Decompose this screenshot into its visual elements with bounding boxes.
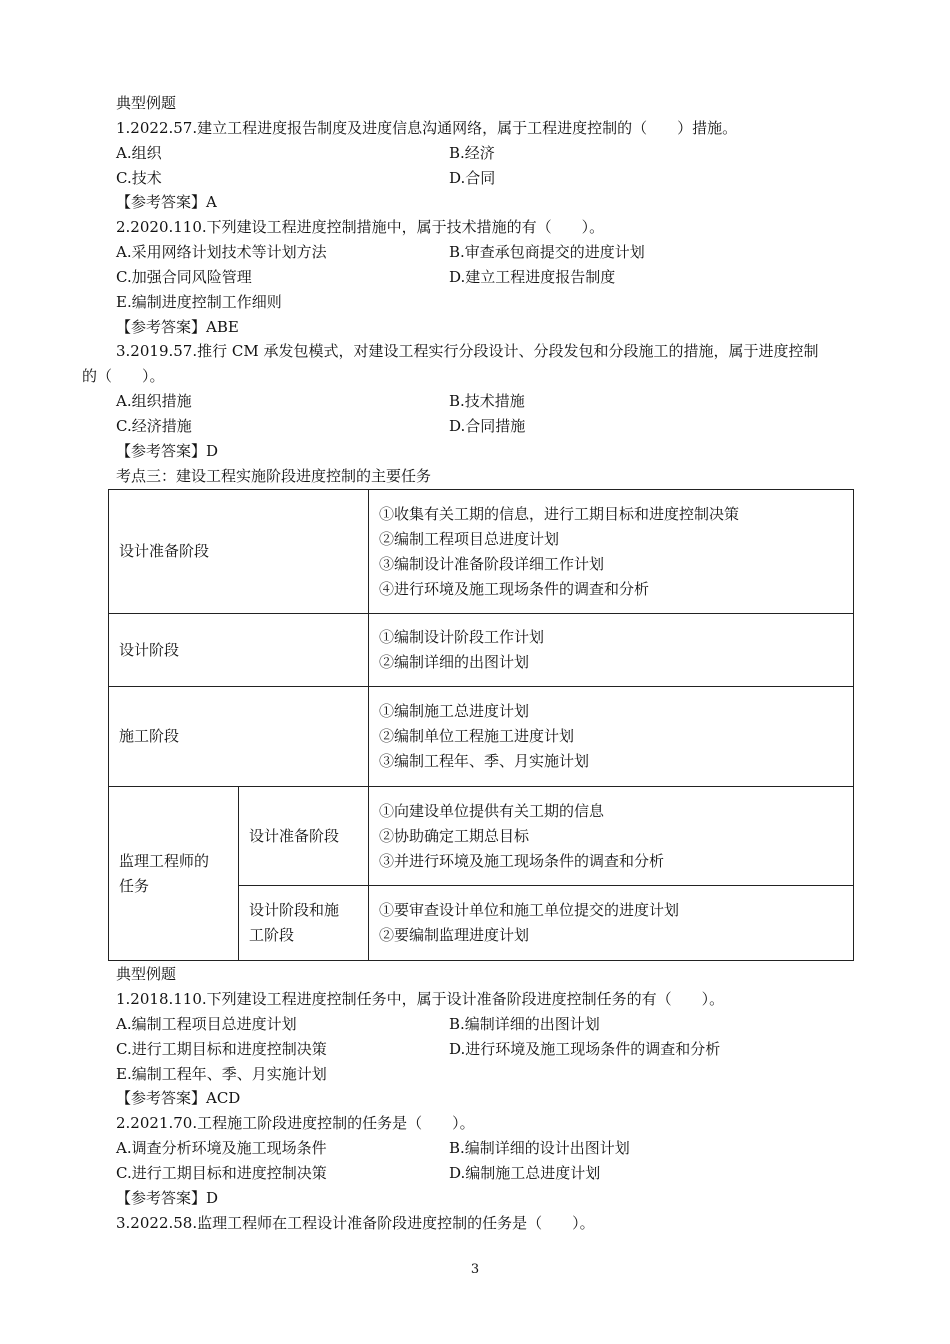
task-item: ②协助确定工期总目标 (379, 826, 530, 845)
question-stem: 1.2018.110.下列建设工程进度控制任务中，属于设计准备阶段进度控制任务的有（ ）。 (116, 990, 725, 1008)
option-a: A.采用网络计划技术等计划方法 (116, 243, 327, 261)
option-b: B.编制详细的出图计划 (449, 1015, 600, 1033)
task-item: ①要审查设计单位和施工单位提交的进度计划 (379, 901, 680, 919)
table-row (109, 614, 854, 687)
task-item: ④进行环境及施工现场条件的调查和分析 (379, 579, 650, 598)
task-cell (369, 787, 854, 886)
option-e: E.编制工程年、季、月实施计划 (116, 1065, 327, 1083)
answer: 【参考答案】ABE (116, 318, 239, 336)
stage-cell (109, 614, 369, 687)
sub-stage-cell (239, 787, 369, 886)
sub-stage-cell (239, 886, 369, 961)
stage-label: 设计阶段 (119, 640, 180, 659)
option-c: C.加强合同风险管理 (116, 268, 252, 286)
option-d: D.进行环境及施工现场条件的调查和分析 (449, 1040, 721, 1058)
supervisor-label-cell (109, 787, 239, 961)
option-d: D.编制施工总进度计划 (449, 1164, 601, 1182)
task-table (108, 489, 854, 961)
supervisor-label: 监理工程师的 (119, 851, 210, 870)
task-item: ③编制工程年、季、月实施计划 (379, 752, 590, 770)
stage-label: 施工阶段 (119, 727, 180, 745)
option-b: B.审查承包商提交的进度计划 (449, 243, 645, 261)
question-stem: 2.2020.110.下列建设工程进度控制措施中，属于技术措施的有（ ）。 (116, 218, 605, 236)
option-a: A.调查分析环境及施工现场条件 (116, 1139, 327, 1157)
supervisor-label-continued: 任务 (119, 876, 150, 895)
sub-stage-label: 设计阶段和施 (249, 901, 340, 919)
task-item: ③编制设计准备阶段详细工作计划 (379, 554, 605, 573)
option-a: A.组织措施 (116, 392, 192, 410)
question-stem-continued: 的（ ）。 (82, 367, 165, 385)
task-item: ②编制工程项目总进度计划 (379, 529, 560, 548)
sub-stage-label: 设计准备阶段 (249, 826, 340, 845)
option-e: E.编制进度控制工作细则 (116, 293, 282, 311)
answer: 【参考答案】A (116, 193, 217, 211)
option-d: D.合同 (449, 169, 496, 187)
question-stem: 3.2019.57.推行 CM 承发包模式，对建设工程实行分段设计、分段发包和分段施工的措施，属于进度控制 (116, 342, 819, 360)
answer: 【参考答案】ACD (116, 1089, 241, 1107)
answer: 【参考答案】D (116, 1189, 219, 1207)
section-heading: 典型例题 (116, 965, 177, 983)
question-stem: 1.2022.57.建立工程进度报告制度及进度信息沟通网络，属于工程进度控制的（ ）措施。 (116, 119, 738, 137)
task-item: ①编制设计阶段工作计划 (379, 628, 545, 646)
task-item: ②要编制监理进度计划 (379, 926, 530, 944)
page-number: 3 (470, 1262, 480, 1277)
kaodian-heading: 考点三：建设工程实施阶段进度控制的主要任务 (116, 467, 432, 485)
stage-cell (109, 687, 369, 787)
option-d: D.建立工程进度报告制度 (449, 268, 616, 286)
table-row (109, 490, 854, 614)
task-cell (369, 614, 854, 687)
stage-label: 设计准备阶段 (119, 542, 210, 560)
option-b: B.技术措施 (449, 392, 525, 410)
task-cell (369, 886, 854, 961)
option-a: A.组织 (116, 144, 162, 162)
option-b: B.编制详细的设计出图计划 (449, 1139, 630, 1157)
option-c: C.进行工期目标和进度控制决策 (116, 1164, 327, 1182)
table-row (109, 687, 854, 787)
option-c: C.经济措施 (116, 417, 192, 435)
task-cell (369, 490, 854, 614)
option-d: D.合同措施 (449, 417, 526, 435)
task-item: ①收集有关工期的信息，进行工期目标和进度控制决策 (379, 504, 740, 523)
option-c: C.进行工期目标和进度控制决策 (116, 1040, 327, 1058)
task-item: ③并进行环境及施工现场条件的调查和分析 (379, 851, 665, 870)
task-cell (369, 687, 854, 787)
task-item: ①向建设单位提供有关工期的信息 (379, 801, 605, 820)
table-row (109, 787, 854, 886)
sub-stage-label-continued: 工阶段 (249, 926, 295, 944)
question-stem: 3.2022.58.监理工程师在工程设计准备阶段进度控制的任务是（ ）。 (116, 1214, 595, 1232)
option-c: C.技术 (116, 169, 162, 187)
task-item: ②编制详细的出图计划 (379, 653, 530, 671)
question-stem: 2.2021.70.工程施工阶段进度控制的任务是（ ）。 (116, 1114, 475, 1132)
option-a: A.编制工程项目总进度计划 (116, 1015, 297, 1033)
section-heading: 典型例题 (116, 94, 177, 112)
stage-cell (109, 490, 369, 614)
answer: 【参考答案】D (116, 442, 219, 460)
task-item: ②编制单位工程施工进度计划 (379, 727, 575, 745)
task-item: ①编制施工总进度计划 (379, 702, 530, 720)
option-b: B.经济 (449, 144, 495, 162)
